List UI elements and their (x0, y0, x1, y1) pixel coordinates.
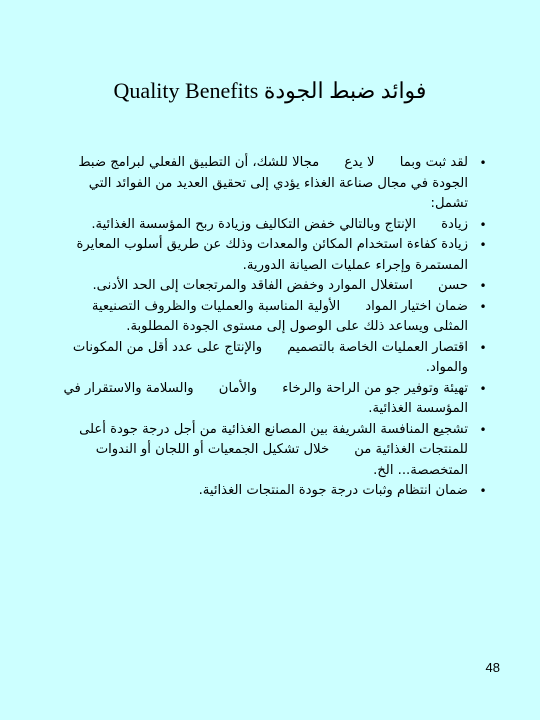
bullet-icon: • (479, 340, 487, 355)
bullet-icon: • (479, 217, 487, 232)
bullet-item (60, 235, 490, 276)
bullet-item (60, 297, 490, 338)
bullet-icon: • (479, 422, 487, 437)
bullet-icon: • (479, 279, 487, 293)
bullet-text: تهيئة وتوفير جو من الراحة والرخاء والأمان والسلامة والاستقرار في المؤسسة الغذائية. (59, 380, 468, 416)
bullet-text: تشجيع المنافسة الشريفة بين المصانع الغذائية من أجل درجة جودة أعلى للمنتجات الغذائية من خلال تشكيل الجمعيات أو اللجان أو الندوات المتخصصة... الخ. (74, 421, 468, 478)
bullet-text: زيادة كفاءة استخدام المكائن والمعدات وذلك عن طريق أسلوب المعايرة المستمرة وإجراء عمليات الصيانة الدورية. (72, 237, 468, 273)
page-number: 48 (485, 660, 500, 675)
bullet-icon: • (479, 484, 487, 498)
bullet-icon: • (479, 238, 487, 252)
bullet-text: ضمان انتظام وثبات درجة جودة المنتجات الغذائية. (198, 483, 468, 498)
bullet-icon: • (479, 381, 487, 396)
bullet-text: ضمان اختيار المواد الأولية المناسبة والعمليات والظروف التصنيعية المثلى ويساعد ذلك على الوصول إلى مستوى الجودة المطلوبة. (87, 298, 468, 334)
title-english: Quality Benefits (113, 78, 259, 103)
bullet-item (60, 420, 490, 482)
bullet-item (60, 276, 490, 297)
slide-title (40, 78, 500, 104)
bullet-item (60, 481, 490, 502)
bullet-text: زيادة الإنتاج وبالتالي خفض التكاليف وزيادة ربح المؤسسة الغذائية. (91, 216, 468, 232)
title-arabic: فوائد ضبط الجودة (263, 78, 427, 103)
bullet-item (60, 153, 490, 215)
bullet-icon: • (479, 156, 487, 170)
bullet-item (60, 338, 490, 379)
bullet-text: اقتصار العمليات الخاصة بالتصميم والإنتاج على عدد أقل من المكونات والمواد. (68, 339, 468, 375)
bullet-icon: • (479, 299, 487, 314)
bullet-text: لقد ثبت وبما لا يدع مجالا للشك، أن التطبيق الفعلي لبرامج ضبط الجودة في مجال صناعة الغذاء يؤدي إلى تحقيق العديد من الفوائد التي تشمل: (74, 155, 468, 211)
bullet-text: حسن استغلال الموارد وخفض الفاقد والمرتجعات إلى الحد الأدنى. (92, 278, 468, 293)
bullet-item (60, 215, 490, 236)
bullet-item (60, 379, 490, 420)
bullet-list (60, 153, 490, 502)
